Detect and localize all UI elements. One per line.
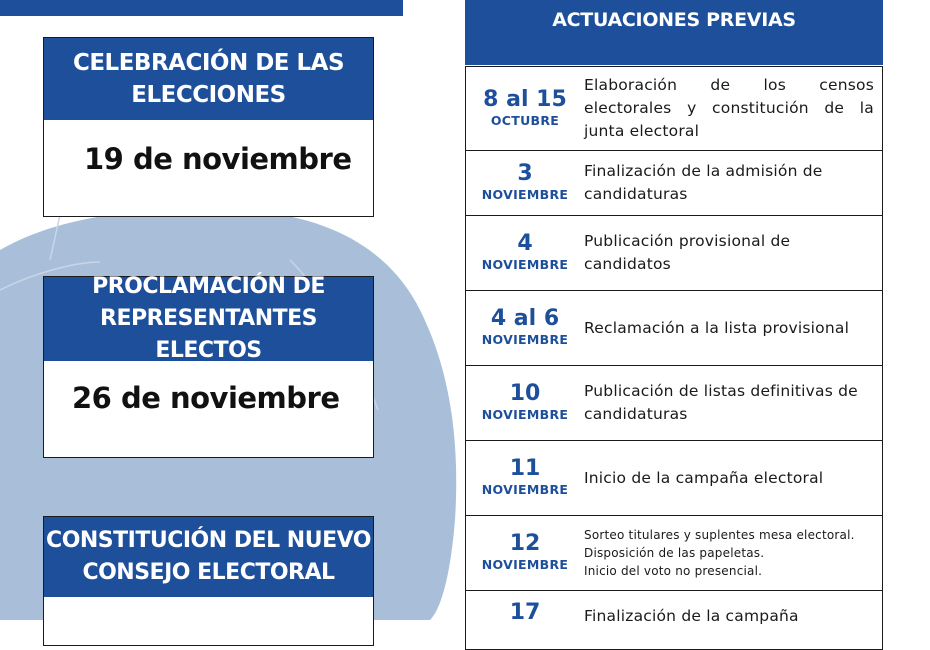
event-title	[44, 517, 373, 597]
event-date: 26 de noviembre	[72, 381, 340, 415]
timeline-month: NOVIEMBRE	[481, 557, 569, 572]
timeline-description: Reclamación a la lista provisional	[584, 318, 850, 337]
timeline-day: 12	[509, 531, 541, 556]
timeline-day: 8 al 15	[483, 86, 567, 112]
timeline-description: Publicación de listas definitivas de candidaturas	[584, 382, 858, 423]
timeline-date	[466, 151, 584, 215]
timeline-month: NOVIEMBRE	[481, 407, 569, 422]
timeline-description-line: Disposición de las papeletas.	[584, 546, 765, 560]
timeline-row	[465, 150, 883, 216]
event-card-constitution	[43, 516, 374, 646]
timeline-description: Finalización de la campaña	[584, 607, 799, 625]
timeline-day: 4 al 6	[490, 306, 560, 331]
event-title-line: CELEBRACIÓN DE LAS	[72, 50, 345, 76]
timeline-day: 11	[509, 456, 541, 481]
event-card-proclamation	[43, 276, 374, 458]
timeline-description-line: Inicio del voto no presencial.	[584, 564, 763, 578]
event-title-line: CONSTITUCIÓN DEL NUEVO	[46, 528, 371, 553]
timeline-description: Publicación provisional de candidatos	[584, 232, 791, 273]
event-card-elections	[43, 37, 374, 217]
timeline-row	[465, 590, 883, 650]
event-title-line: CONSEJO ELECTORAL	[82, 560, 335, 585]
timeline-month: NOVIEMBRE	[481, 257, 569, 272]
timeline-day: 17	[509, 600, 541, 625]
timeline-date	[466, 516, 584, 590]
event-title-line: PROCLAMACIÓN DE	[92, 274, 325, 299]
timeline-month: NOVIEMBRE	[481, 482, 569, 497]
top-accent-bar	[0, 0, 403, 16]
timeline-date	[466, 366, 584, 440]
event-date	[44, 597, 373, 617]
timeline-day: 3	[517, 161, 533, 186]
timeline-month: NOVIEMBRE	[481, 332, 569, 347]
timeline-description: Inicio de la campaña electoral	[584, 468, 824, 487]
timeline-date	[466, 291, 584, 365]
timeline-description-line: Sorteo titulares y suplentes mesa electoral.	[584, 528, 855, 542]
timeline-day: 10	[509, 381, 541, 406]
timeline-description: Finalización de la admisión de candidaturas	[584, 162, 823, 203]
timeline-row	[465, 290, 883, 366]
timeline-row	[465, 440, 883, 516]
timeline-month: NOVIEMBRE	[481, 187, 569, 202]
timeline-row	[465, 215, 883, 291]
timeline-row	[465, 365, 883, 441]
timeline-header: ACTUACIONES PREVIAS	[465, 0, 883, 65]
event-title	[44, 38, 373, 120]
event-title-line: REPRESENTANTES ELECTOS	[100, 306, 317, 363]
event-date: 19 de noviembre	[84, 142, 352, 176]
timeline-date	[466, 216, 584, 290]
timeline-row	[465, 515, 883, 591]
timeline-date	[466, 67, 584, 150]
timeline-month: OCTUBRE	[490, 112, 560, 128]
timeline-description	[584, 516, 882, 590]
event-title-line: ELECCIONES	[131, 82, 286, 108]
timeline-day: 4	[517, 231, 533, 256]
timeline-description: Elaboración de los censos electorales y constitución de la junta electoral	[584, 76, 874, 140]
timeline-date	[466, 441, 584, 515]
timeline-row	[465, 66, 883, 151]
event-title	[44, 274, 373, 363]
